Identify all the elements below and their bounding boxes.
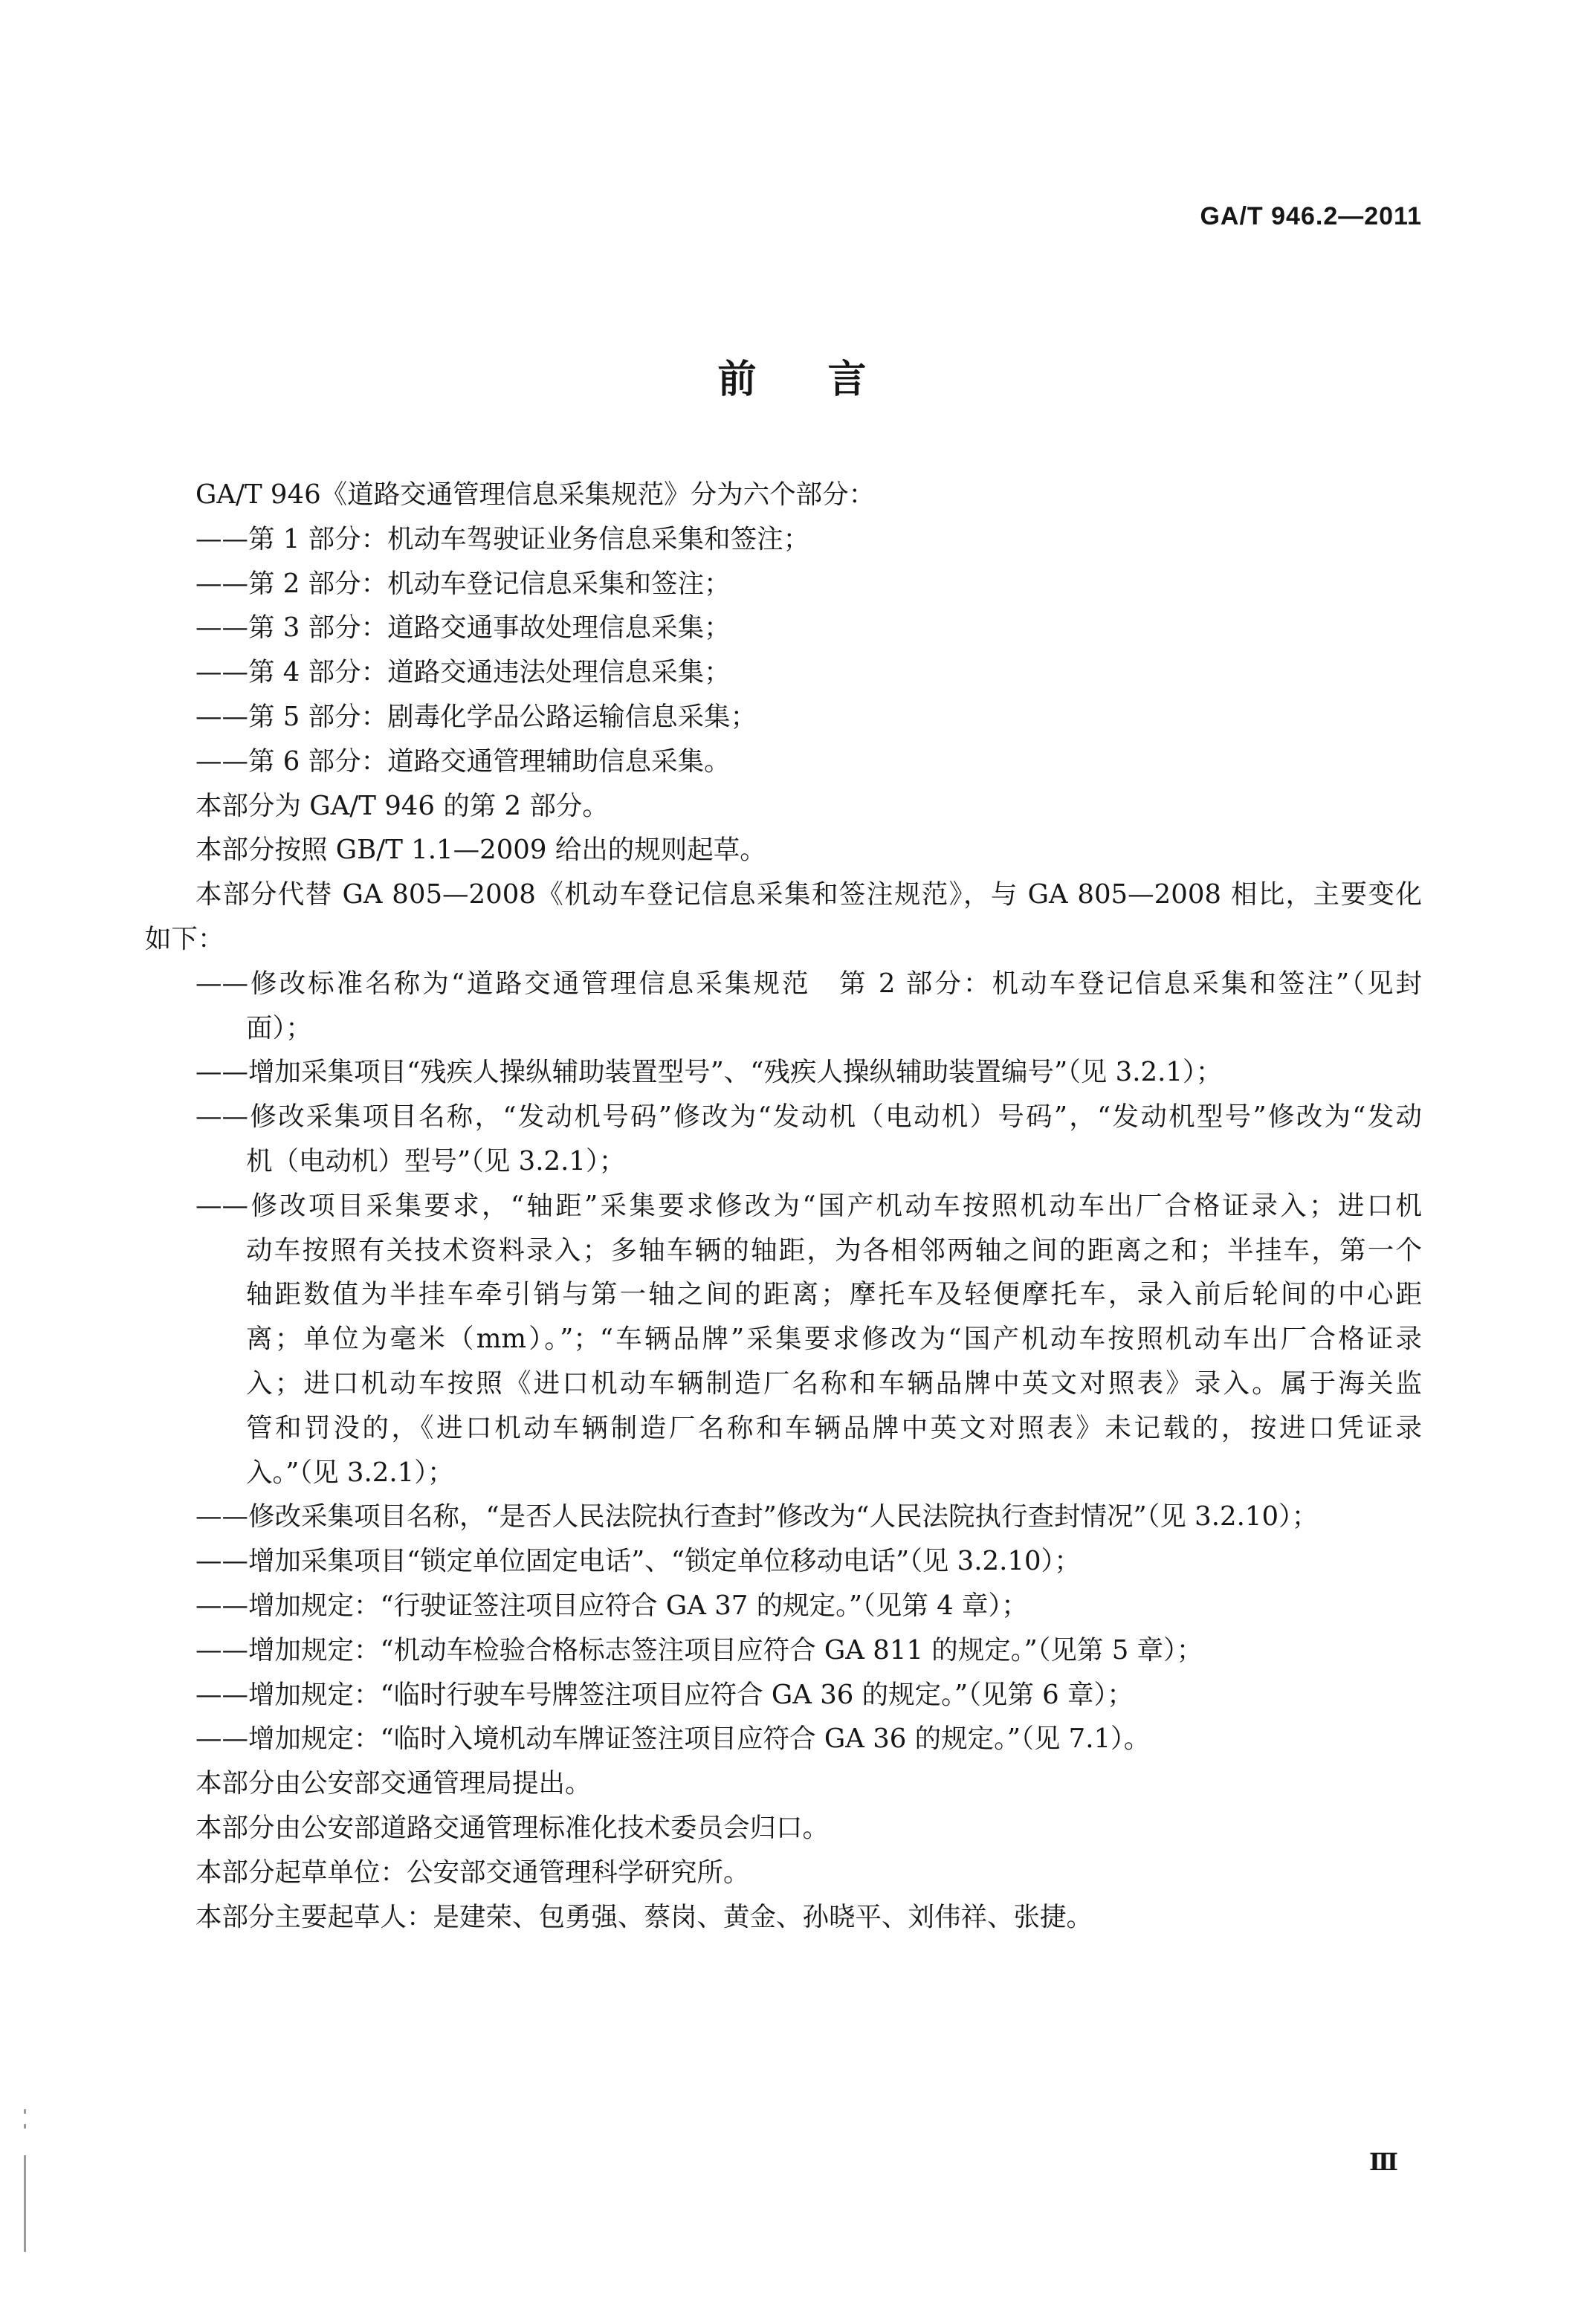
paragraph-line: GA/T 946《道路交通管理信息采集规范》分为六个部分： [195, 479, 876, 510]
list-item: ——第 2 部分：机动车登记信息采集和签注； [195, 568, 731, 599]
list-item-continuation: 入。”（见 3.2.1）； [246, 1457, 454, 1488]
list-item: ——第 3 部分：道路交通事故处理信息采集； [195, 612, 731, 644]
list-item-continuation: 面）； [246, 1012, 312, 1043]
paragraph-line: 本部分代替 GA 805—2008《机动车登记信息采集和签注规范》，与 GA 805—2008 相比，主要变化 [195, 879, 1422, 910]
list-item-continuation: 机（电动机）型号”（见 3.2.1）； [246, 1145, 626, 1176]
list-item: ——增加规定：“行驶证签注项目应符合 GA 37 的规定。”（见第 4 章）； [195, 1590, 1028, 1621]
scan-margin-mark [24, 2155, 26, 2252]
scan-margin-mark [24, 2109, 26, 2114]
list-item: ——第 4 部分：道路交通违法处理信息采集； [195, 657, 731, 688]
paragraph-line: 本部分由公安部交通管理局提出。 [195, 1768, 592, 1799]
foreword-body [145, 473, 1422, 1939]
list-item: ——修改项目采集要求，“轴距”采集要求修改为“国产机动车按照机动车出厂合格证录入；进口机 [195, 1190, 1422, 1221]
document-code: GA/T 946.2—2011 [1200, 202, 1422, 230]
list-item: ——增加规定：“临时行驶车号牌签注项目应符合 GA 36 的规定。”（见第 6 章）； [195, 1679, 1134, 1710]
paragraph-line: 本部分起草单位：公安部交通管理科学研究所。 [195, 1857, 750, 1888]
paragraph-line: 本部分由公安部道路交通管理标准化技术委员会归口。 [195, 1812, 830, 1843]
list-item: ——第 6 部分：道路交通管理辅助信息采集。 [195, 745, 731, 777]
list-item: ——增加采集项目“残疾人操纵辅助装置型号”、“残疾人操纵辅助装置编号”（见 3.2.1）； [195, 1057, 1223, 1088]
list-item-continuation: 动车按照有关技术资料录入；多轴车辆的轴距，为各相邻两轴之间的距离之和；半挂车，第一个 [246, 1234, 1422, 1266]
list-item: ——增加采集项目“锁定单位固定电话”、“锁定单位移动电话”（见 3.2.10）； [195, 1546, 1081, 1577]
paragraph-line: 本部分按照 GB/T 1.1—2009 给出的规则起草。 [195, 835, 766, 866]
scan-margin-mark [24, 2124, 26, 2129]
list-item: ——修改采集项目名称，“发动机号码”修改为“发动机（电动机）号码”，“发动机型号”修改为“发动 [195, 1101, 1422, 1133]
paragraph-line: 本部分为 GA/T 946 的第 2 部分。 [195, 790, 609, 821]
list-item: ——第 1 部分：机动车驾驶证业务信息采集和签注； [195, 523, 810, 554]
list-item-continuation: 管和罚没的，《进口机动车辆制造厂名称和车辆品牌中英文对照表》未记载的，按进口凭证录 [246, 1412, 1422, 1443]
list-item-continuation: 入；进口机动车按照《进口机动车辆制造厂名称和车辆品牌中英文对照表》录入。属于海关监 [246, 1367, 1422, 1399]
list-item-continuation: 轴距数值为半挂车牵引销与第一轴之间的距离；摩托车及轻便摩托车，录入前后轮间的中心距 [246, 1279, 1422, 1310]
paragraph-line: 本部分主要起草人：是建荣、包勇强、蔡岗、黄金、孙晓平、刘伟祥、张捷。 [195, 1901, 1093, 1932]
title-char: 言 [827, 357, 867, 402]
list-item-continuation: 离；单位为毫米（mm）。”；“车辆品牌”采集要求修改为“国产机动车按照机动车出厂合格证录 [246, 1324, 1422, 1355]
title-char: 前 [717, 357, 757, 402]
list-item: ——修改标准名称为“道路交通管理信息采集规范 第 2 部分：机动车登记信息采集和签注”（见封 [195, 968, 1422, 999]
list-item: ——修改采集项目名称，“是否人民法院执行查封”修改为“人民法院执行查封情况”（见 3.2.10）； [195, 1501, 1319, 1532]
list-item: ——第 5 部分：剧毒化学品公路运输信息采集； [195, 701, 757, 732]
paragraph-line: 如下： [145, 923, 224, 954]
section-title [0, 348, 1584, 404]
page-number: Ⅲ [1369, 2148, 1398, 2176]
list-item: ——增加规定：“临时入境机动车牌证签注项目应符合 GA 36 的规定。”（见 7.1）。 [195, 1723, 1151, 1755]
list-item: ——增加规定：“机动车检验合格标志签注项目应符合 GA 811 的规定。”（见第 5 章）； [195, 1634, 1203, 1666]
